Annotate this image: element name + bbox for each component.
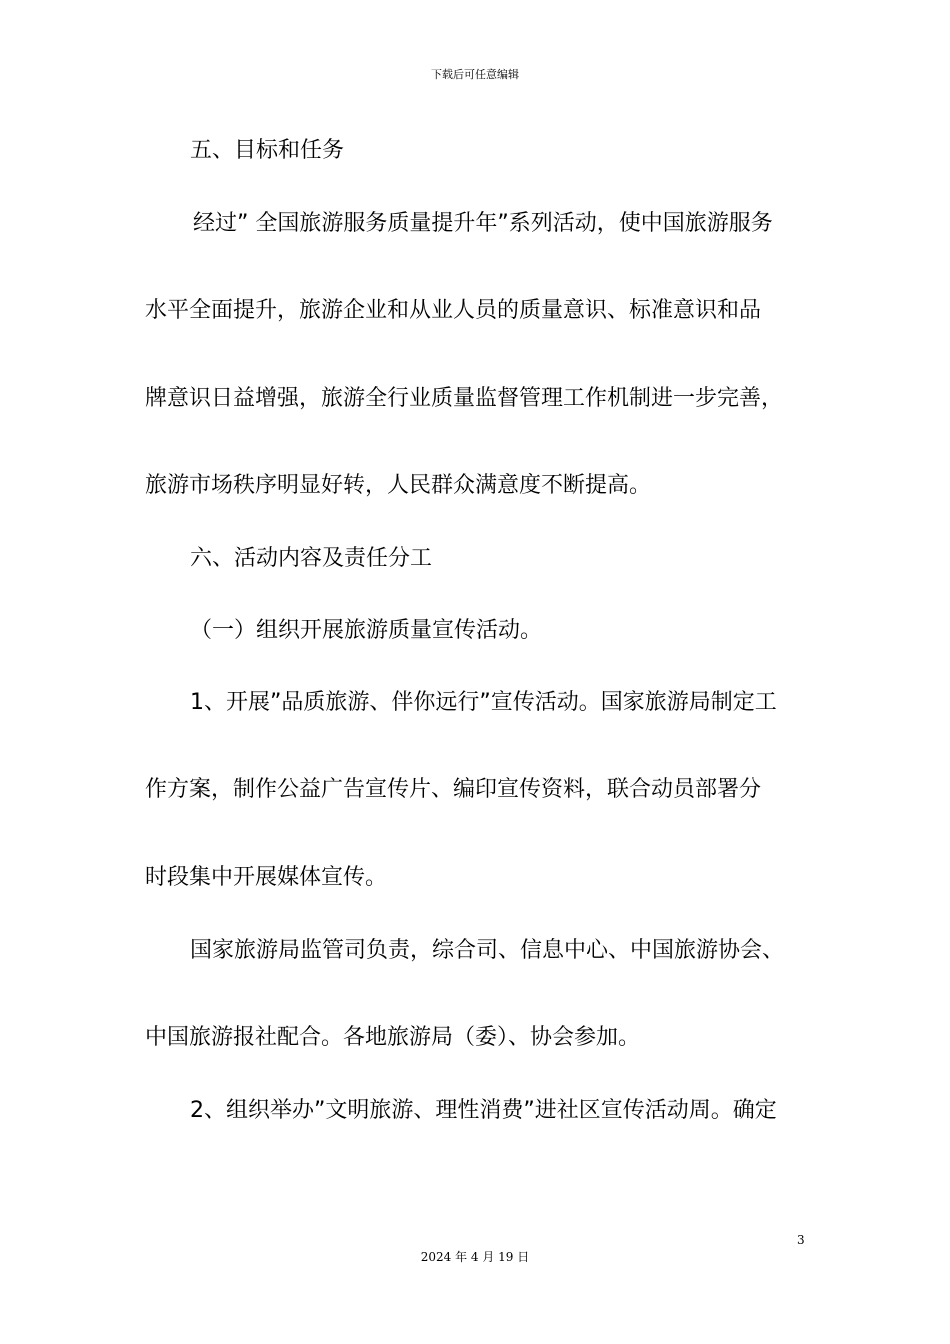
body-line: 时段集中开展媒体宣传。 bbox=[145, 865, 388, 890]
body-line: 作方案，制作公益广告宣传片、编印宣传资料，联合动员部署分 bbox=[145, 777, 762, 802]
body-line: 2、组织举办”文明旅游、理性消费”进社区宣传活动周。确定 bbox=[190, 1098, 777, 1123]
header-note: 下载后可任意编辑 bbox=[431, 68, 519, 81]
body-line: 旅游市场秩序明显好转，人民群众满意度不断提高。 bbox=[145, 473, 652, 498]
page-number: 3 bbox=[797, 1233, 805, 1247]
subsection-heading: （一）组织开展旅游质量宣传活动。 bbox=[190, 618, 543, 643]
body-line: 经过” 全国旅游服务质量提升年”系列活动，使中国旅游服务 bbox=[193, 211, 773, 236]
body-line: 国家旅游局监管司负责，综合司、信息中心、中国旅游协会、 bbox=[190, 938, 785, 963]
body-line: 水平全面提升，旅游企业和从业人员的质量意识、标准意识和品 bbox=[145, 298, 762, 323]
body-line: 牌意识日益增强，旅游全行业质量监督管理工作机制进一步完善， bbox=[145, 386, 784, 411]
footer-date: 2024 年 4 月 19 日 bbox=[420, 1250, 530, 1264]
body-line: 中国旅游报社配合。各地旅游局（委）、协会参加。 bbox=[145, 1025, 641, 1050]
body-line: 1、开展”品质旅游、伴你远行”宣传活动。国家旅游局制定工 bbox=[190, 690, 777, 715]
section-heading-activities: 六、活动内容及责任分工 bbox=[190, 546, 433, 571]
section-heading-goals: 五、目标和任务 bbox=[190, 138, 345, 163]
